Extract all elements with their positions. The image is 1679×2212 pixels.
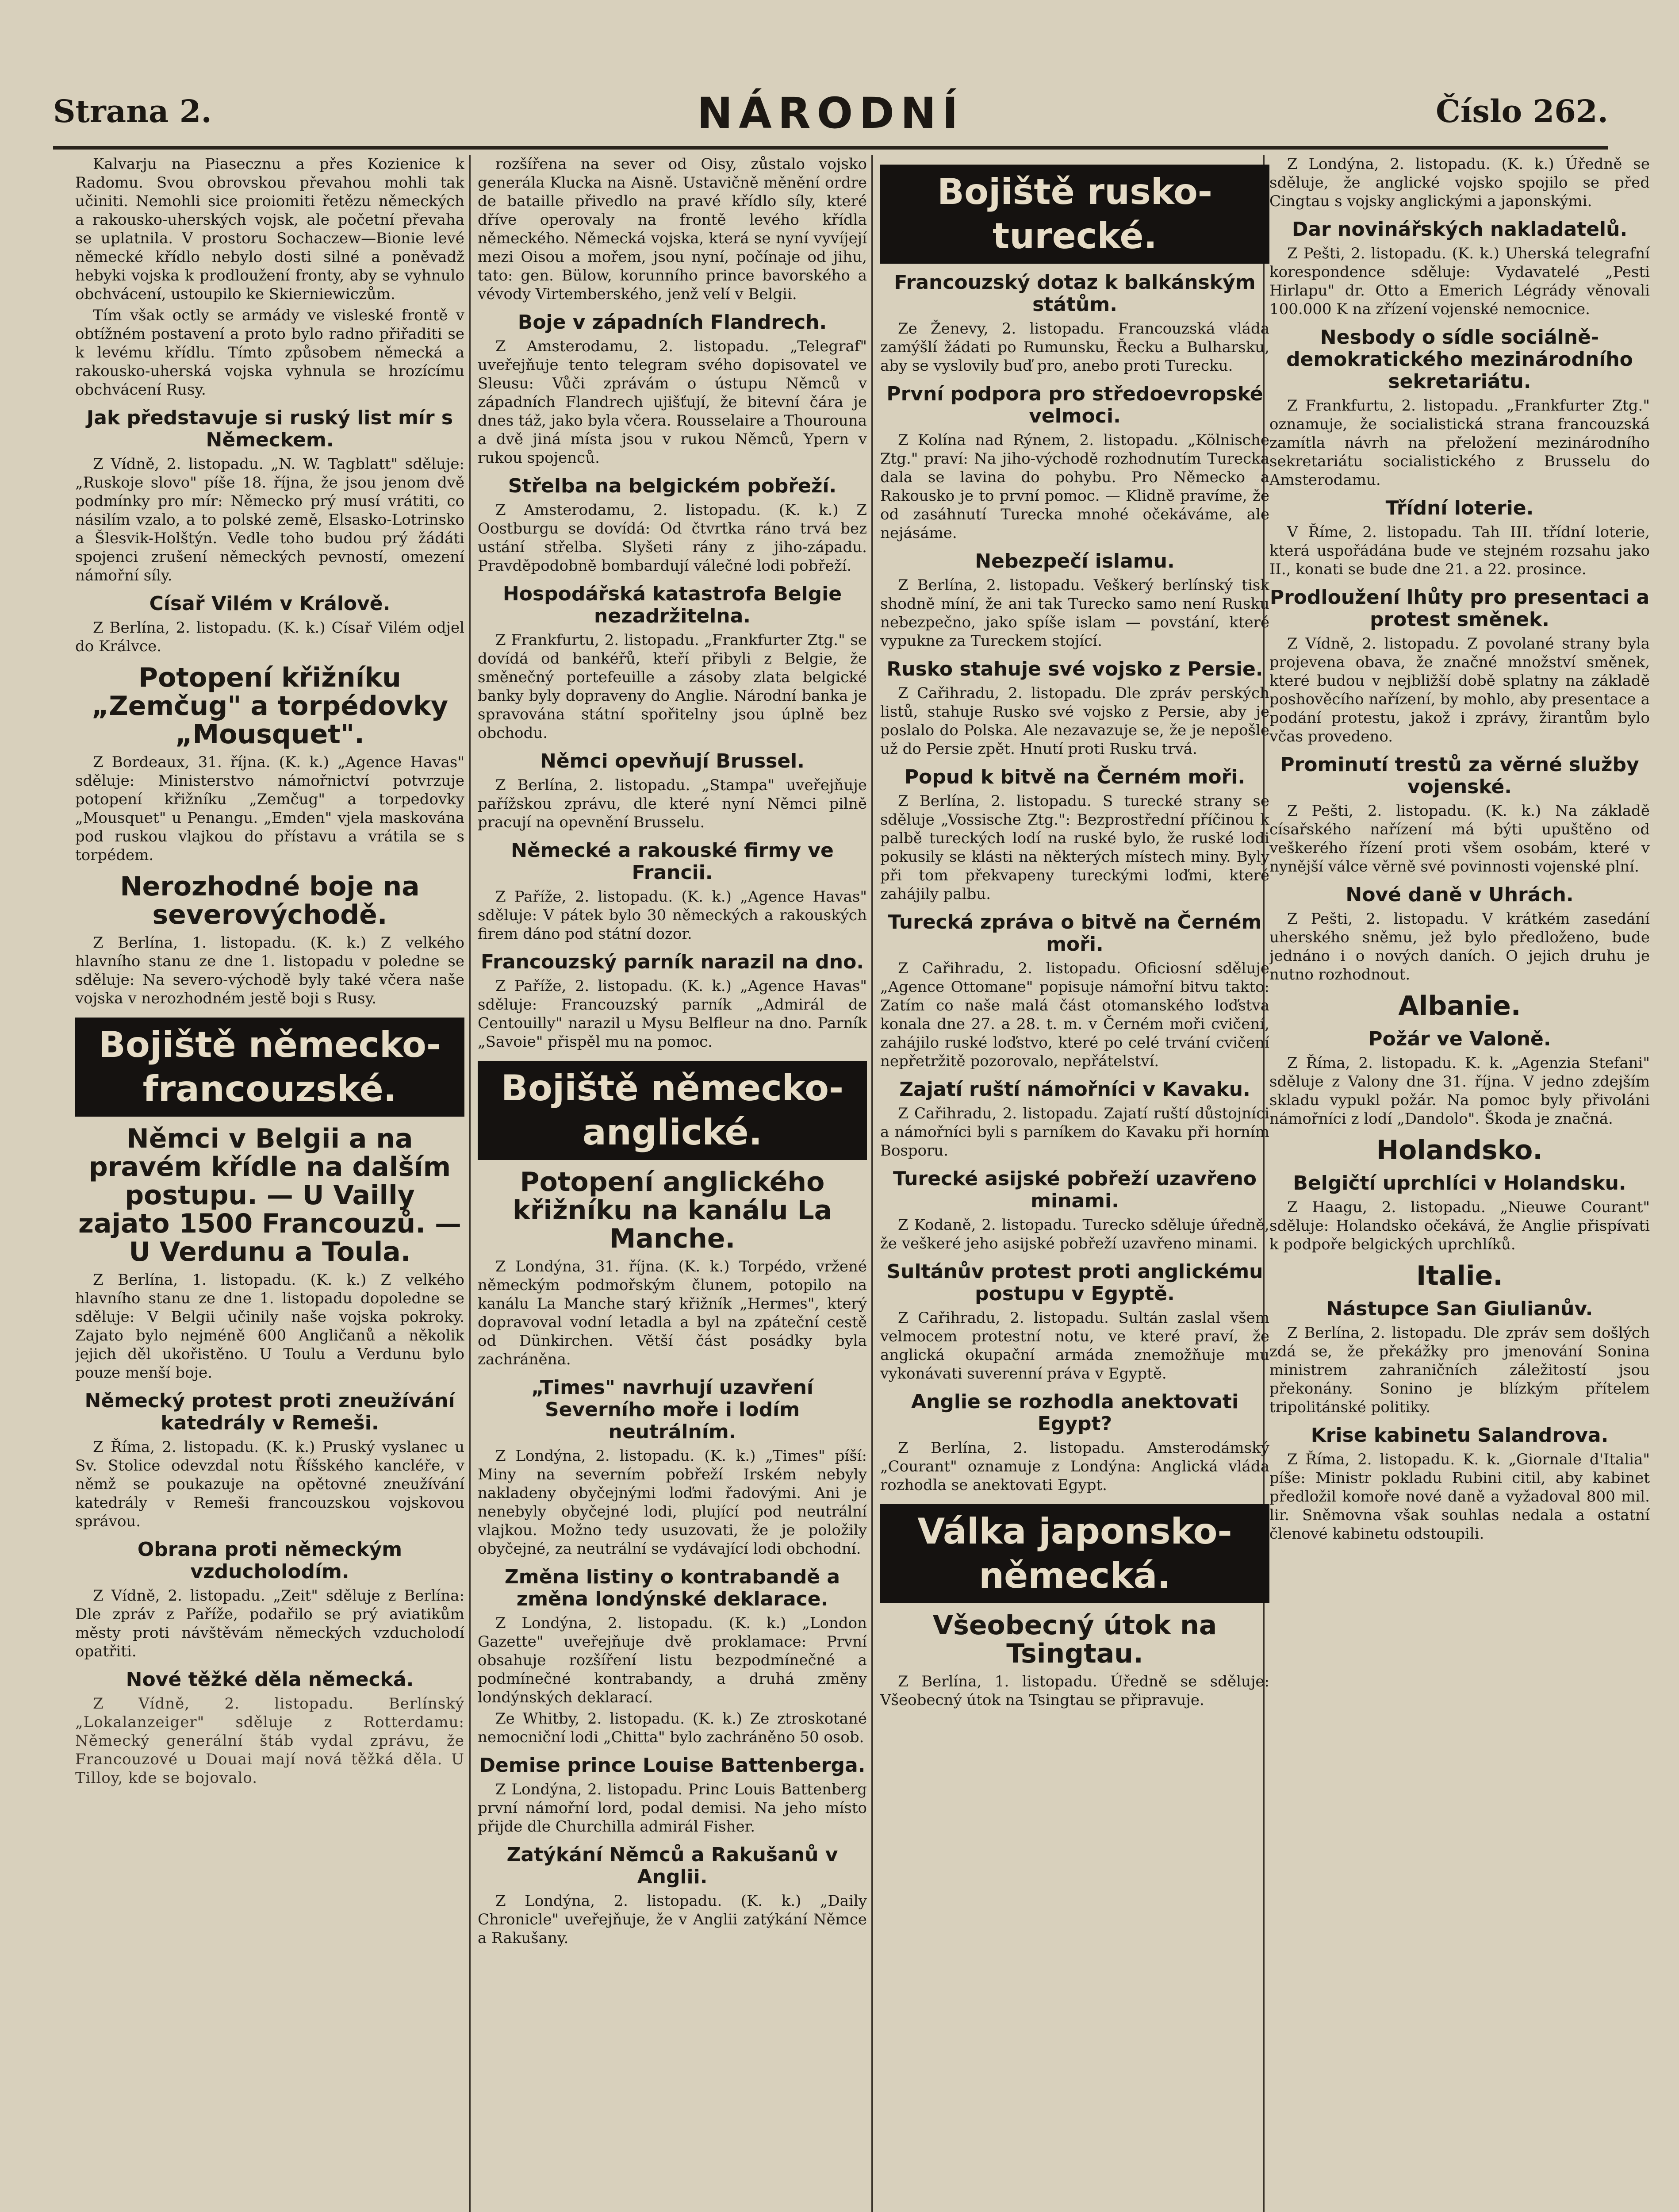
headline: Demise prince Louise Battenberga.	[479, 1754, 866, 1777]
article-text: Z Frankfurtu, 2. listopadu. „Frankfurter Ztg." se dovídá od bankéřů, kteří přibyli z Belgie, že směnečný portefeuille a zásoby zlata belgické banky byly dopraveny do Anglie. Národní banka je spravována státní spořitelny jsou úplně bez obchodu.	[478, 631, 867, 742]
article-text: Z Berlína, 2. listopadu. Veškerý berlínský tisk shodně míní, že ani tak Turecko samo není Rusku nebezpečno, jako spíše islam — povstání, které vypukne za Tureckem stojící.	[880, 576, 1269, 650]
article-text: Z Berlína, 1. listopadu. Úředně se sděluje: Všeobecný útok na Tsingtau se připravuje.	[880, 1673, 1269, 1709]
headline: Belgičtí uprchlíci v Holandsku.	[1293, 1172, 1626, 1194]
article-text: Z Berlína, 2. listopadu. (K. k.) Císař Vilém odjel do Králvce.	[75, 619, 464, 655]
article-text: Z Londýna, 2. listopadu. Princ Louis Battenberg první námořní lord, podal demisi. Na jeho místo přijde dle Churchilla admirál Fisher.	[478, 1781, 867, 1836]
headline-large: Nerozhodné boje na severovýchodě.	[120, 871, 420, 930]
headline: Boje v západních Flandrech.	[518, 311, 827, 334]
article-text: Z Říma, 2. listopadu. (K. k.) Pruský vyslanec u Sv. Stolice odevzdal notu Říšského kancléře, v němž se poukazuje na opětovné zneužívání katedrály v Remeši francouzskou vojskovou správou.	[75, 1438, 464, 1530]
headline: Hospodářská katastrofa Belgie nezadržitelna.	[502, 583, 842, 627]
article-text: Z Cařihradu, 2. listopadu. Sultán zaslal všem velmocem protestní notu, ve které praví, že anglická okupační armáda znemožňuje mu vykonávati suverenní práva v Egyptě.	[880, 1309, 1269, 1382]
headline: Požár ve Valoně.	[1368, 1028, 1551, 1050]
article-text: Z Paříže, 2. listopadu. (K. k.) „Agence Havas" sděluje: V pátek bylo 30 německých a rakouských firem dáno pod státní dozor.	[478, 888, 867, 943]
headline: Turecká zpráva o bitvě na Černém moři.	[888, 911, 1262, 956]
headline-large: Albanie.	[1398, 991, 1521, 1022]
article-text: Tím však octly se armády ve visleské frontě v obtížném postavení a proto bylo radno přiřaditi se k levému křídlu. Tímto způsobem německá a rakousko-uherská vojska vyhnula se hrozícímu obchvácení Rusy.	[75, 307, 464, 399]
headline-large: Němci v Belgii a na pravém křídle na dalším postupu. — U Vailly zajato 1500 Francouzů. — U Verdunu a Toula.	[78, 1123, 461, 1267]
article-text: Z Cařihradu, 2. listopadu. Dle zpráv perských listů, stahuje Rusko své vojsko z Persie, aby je poslalo do Polska. Ale nezavazuje se, že je nepošle už do Persie zpět. Hnutí proti Rusku trvá.	[880, 684, 1269, 758]
headline: Dar novinářských nakladatelů.	[1292, 218, 1628, 241]
article-text: rozšířena na sever od Oisy, zůstalo vojsko generála Klucka na Aisně. Ustavičně měnění ordre de bataille přivedlo na pravé křídlo síly, které dříve operovaly na frontě levého křídla německého. Německá vojska, která se nyní vyvíjejí mezi Oisou a mořem, jsou nyní, počínaje od jihu, tato: gen. Bülow, korunního prince bavorského a vévody Virtemberského, jenž velí v Belgii.	[478, 155, 867, 303]
section-banner: Bojiště německo-anglické.	[478, 1061, 867, 1160]
headline-large: Potopení anglického křižníku na kanálu La Manche.	[512, 1167, 832, 1254]
article-text: Z Paříže, 2. listopadu. (K. k.) „Agence Havas" sděluje: Francouzský parník „Admirál de Centouilly" narazil u Mysu Belfleur na dno. Parník „Savoie" přispěl mu na pomoc.	[478, 977, 867, 1051]
headline: Střelba na belgickém pobřeží.	[508, 475, 837, 497]
headline: Francouzský dotaz k balkánským státům.	[894, 271, 1256, 316]
article-text: Z Amsterodamu, 2. listopadu. (K. k.) Z Oostburgu se dovídá: Od čtvrtka ráno trvá bez ustání střelba. Slyšeti rány z jiho-západu. Pravděpodobně bombardují válečné lodi pobřeží.	[478, 501, 867, 575]
headline: Nebezpečí islamu.	[975, 550, 1175, 572]
article-text: Z Vídně, 2. listopadu. Berlínský „Lokalanzeiger" sděluje z Rotterdamu: Německý generální štáb vydal zprávu, že Francouzové u Douai mají nová těžká děla. U Tilloy, kde se bojovalo.	[75, 1695, 464, 1787]
article-text: Z Londýna, 2. listopadu. (K. k.) „Daily Chronicle" uveřejňuje, že v Anglii zatýkání Němce a Rakušany.	[478, 1892, 867, 1947]
headline: Změna listiny o kontrabandě a změna londýnské deklarace.	[504, 1566, 840, 1610]
article-text: Z Haagu, 2. listopadu. „Nieuwe Courant" sděluje: Holandsko očekává, že Anglie přispívati k podpoře belgických uprchlíků.	[1269, 1198, 1650, 1253]
page-number: Strana 2.	[53, 93, 212, 130]
headline: Anglie se rozhodla anektovati Egypt?	[911, 1390, 1239, 1435]
section-banner: Bojiště rusko-turecké.	[880, 165, 1269, 264]
article-text: Z Říma, 2. listopadu. K. k. „Agenzia Stefani" sděluje z Valony dne 31. října. V jedno zdejším skladu vypukl požár. Na pomoc byly přivoláni námořníci z lodí „Dandolo". Škoda je značná.	[1269, 1054, 1650, 1128]
headline: Francouzský parník narazil na dno.	[480, 951, 864, 973]
article-text: Z Amsterodamu, 2. listopadu. „Telegraf" uveřejňuje tento telegram svého dopisovatel ve Sleusu: Vůči zprávám o ústupu Němců v západních Flandrech ujišťují, že bitevní čára je dnes táž, jako byla včera. Rousselaire a Thourouna a dvě jiná místa jsou v rukou Němců, Ypern v rukou spojenců.	[478, 338, 867, 467]
section-banner: Bojiště německo-francouzské.	[75, 1018, 464, 1117]
article-text: Z Cařihradu, 2. listopadu. Zajatí ruští důstojníci a námořníci byli s parníkem do Kavaku při horním Bosporu.	[880, 1105, 1269, 1160]
newspaper-title: NÁRODNÍ	[697, 88, 964, 138]
article-text: Z Londýna, 2. listopadu. (K. k.) „London Gazette" uveřejňuje dvě proklamace: První obsahuje rozšíření listu bezpodmínečné a podmínečné kontrabandy, a druhá změny londýnských deklarací.	[478, 1614, 867, 1706]
headline: „Times" navrhují uzavření Severního moře i lodím neutrálním.	[531, 1376, 813, 1443]
headline-large: Italie.	[1416, 1260, 1503, 1291]
headline: Turecké asijské pobřeží uzavřeno minami.	[893, 1167, 1257, 1212]
article-text: Z Vídně, 2. listopadu. „Zeit" sděluje z Berlína: Dle zpráv z Paříže, podařilo se prý aviatikům městy proti návštěvám německých vzducholodí opatřiti.	[75, 1587, 464, 1660]
article-text: Ze Ženevy, 2. listopadu. Francouzská vláda zamýšlí žádati po Rumunsku, Řecku a Bulharsku, aby se vyslovily buď pro, anebo proti Turecku.	[880, 320, 1269, 375]
article-text: Ze Whitby, 2. listopadu. (K. k.) Ze ztroskotané nemocniční lodi „Chitta" bylo zachráněno 50 osob.	[478, 1710, 867, 1746]
headline: Krise kabinetu Salandrova.	[1311, 1424, 1609, 1447]
headline: Německé a rakouské firmy ve Francii.	[511, 839, 834, 884]
article-text: V Říme, 2. listopadu. Tah III. třídní loterie, která uspořádána bude ve stejném rozsahu jako II., konati se bude dne 21. a 22. prosince.	[1269, 523, 1650, 578]
headline: Zatýkání Němců a Rakušanů v Anglii.	[506, 1843, 838, 1888]
headline: Nové těžké děla německá.	[126, 1668, 414, 1691]
column-4	[1269, 155, 1650, 2212]
column-2	[478, 155, 867, 2212]
headline: Obrana proti německým vzducholodím.	[137, 1538, 402, 1583]
headline: Němci opevňují Brussel.	[540, 750, 805, 772]
headline: Sultánův protest proti anglickému postupu v Egyptě.	[886, 1260, 1263, 1305]
article-text: Z Pešti, 2. listopadu. (K. k.) Na základě císařského nařízení má býti upuštěno od veškerého řízení proti všem osobám, které v nynější válce věrně své povinnosti vojenské plní.	[1269, 802, 1650, 876]
headline-large: Holandsko.	[1376, 1135, 1543, 1166]
article-text: Z Frankfurtu, 2. listopadu. „Frankfurter Ztg." oznamuje, že socialistická strana francouzská zamítla návrh na přeložení mezinárodního sekretariátu socialistického z Brusselu do Amsterodamu.	[1269, 397, 1650, 489]
headline: Třídní loterie.	[1385, 497, 1534, 519]
article-text: Z Kolína nad Rýnem, 2. listopadu. „Kölnische Ztg." praví: Na jiho-východě rozhodnutím Turecka dala se lavina do pohybu. Pro Německo a Rakousko je to první pomoc. — Klidně pravíme, že od zasáhnutí Turecka mnohé očekáváme, ale nejásáme.	[880, 431, 1269, 542]
headline: Prominutí trestů za věrné služby vojenské.	[1280, 753, 1639, 798]
headline-large: Všeobecný útok na Tsingtau.	[932, 1610, 1217, 1669]
headline: Rusko stahuje své vojsko z Persie.	[886, 658, 1263, 680]
article-text: Z Londýna, 2. listopadu. (K. k.) „Times" píší: Miny na severním pobřeží Irském nebyly nakladeny obyčejnými loďmi řadovými. Ani je nenebyly obyčejné lodi, plující pod neutrální vlajkou. Možno tedy usuzovati, že je položily obyčejné, za neutrální se vydávající lodi obchodní.	[478, 1447, 867, 1558]
headline: Císař Vilém v Králově.	[149, 592, 391, 615]
article-text: Z Londýna, 31. října. (K. k.) Torpédo, vržené německým podmořským člunem, potopilo na kanálu La Manche starý křižník „Hermes", který dopravoval vodní letadla a byl na zpáteční cestě od Dünkirchen. Větší část posádky byla zachráněna.	[478, 1258, 867, 1368]
masthead	[53, 88, 1608, 150]
article-text: Z Berlína, 2. listopadu. Amsterodámský „Courant" oznamuje z Londýna: Anglická vláda rozhodla se anektovati Egypt.	[880, 1439, 1269, 1494]
column-1	[75, 155, 464, 2212]
column-rule	[469, 155, 471, 2212]
article-text: Z Pešti, 2. listopadu. V krátkém zasedání uherského sněmu, jež bylo předloženo, bude jednáno i o nových daních. O jejich druhu je nutno rozhodnout.	[1269, 910, 1650, 983]
article-text: Z Berlína, 1. listopadu. (K. k.) Z velkého hlavního stanu ze dne 1. listopadu dopoledne se sděluje: V Belgii učinily naše vojska pokroky. Zajato bylo nejméně 600 Angličanů a několik jejich děl ukořistěno. U Toulu a Verdunu bylo pouze menší boje.	[75, 1271, 464, 1382]
article-text: Z Berlína, 2. listopadu. Dle zpráv sem došlých zdá se, že překážky pro jmenování Sonina ministrem zahraničních záležitostí jsou překonány. Sonino je blízkým přítelem tripolitánské politiky.	[1269, 1324, 1650, 1416]
article-text: Kalvarju na Piasecznu a přes Kozienice k Radomu. Svou obrovskou převahou mohli tak učiniti. Nemohli sice proiomiti řetězu německých a rakousko-uherských vojsk, ale početní převaha se uplatnila. V prostoru Sochaczew—Bionie levé německé křídlo nebylo dosti silné a poněvadž hebyki vojska k prodloužení fronty, aby se vyhnulo obchvácení, ustoupilo ke Skierniewiczům.	[75, 155, 464, 303]
article-text: Z Berlína, 1. listopadu. (K. k.) Z velkého hlavního stanu ze dne 1. listopadu v poledne se sděluje: Na severo-východě byly také včera naše vojska v nerozhodném jestě boji s Rusy.	[75, 934, 464, 1007]
article-text: Z Vídně, 2. listopadu. „N. W. Tagblatt" sděluje: „Ruskoje slovo" píše 18. října, že jsou jenom dvě podmínky pro mír: Německo prý musí vrátiti, co násilím vzalo, a to polské země, Elsasko-Lotrinsko a Šlesvik-Holštýn. Vedle toho budou prý žádáti spojenci zrušení německých pevností, omezení námořní síly.	[75, 455, 464, 584]
headline: Popud k bitvě na Černém moři.	[904, 766, 1246, 788]
article-text: Z Bordeaux, 31. října. (K. k.) „Agence Havas" sděluje: Ministerstvo námořnictví potvrzuje potopení křižníku „Zemčug" a torpedovky „Mousquet" u Penangu. „Emden" vjela maskována pod ruskou vlajkou do přístavu a vrátila se s torpédem.	[75, 753, 464, 864]
column-3	[880, 155, 1269, 2212]
article-text: Z Kodaně, 2. listopadu. Turecko sděluje úředně, že veškeré jeho asijské pobřeží uzavřeno minami.	[880, 1216, 1269, 1252]
headline-large: Potopení křižníku „Zemčug" a torpédovky „Mousquet".	[91, 662, 448, 750]
article-text: Z Vídně, 2. listopadu. Z povolané strany byla projevena obava, že značné množství směnek, které budou v nejbližší době splatny na základě poshověcího nařízení, by mohlo, aby presentace a podání protestu, jakož i zprávy, žirantům bylo včas provedeno.	[1269, 635, 1650, 745]
headline: Jak představuje si ruský list mír s Německem.	[86, 407, 453, 451]
article-text: Z Berlína, 2. listopadu. „Stampa" uveřejňuje pařížskou zprávu, dle které nyní Němci pilně pracují na opevnění Brusselu.	[478, 776, 867, 831]
headline: Nástupce San Giulianův.	[1326, 1298, 1593, 1320]
article-text: Z Říma, 2. listopadu. K. k. „Giornale d'Italia" píše: Ministr pokladu Rubini citil, aby kabinet předložil komoře nové daně a vyžadoval 800 mil. lir. Sněmovna však souhlas nedala a ostatní členové kabinetu odstoupili.	[1269, 1451, 1650, 1543]
issue-number: Číslo 262.	[1436, 93, 1608, 130]
article-text: Z Londýna, 2. listopadu. (K. k.) Úředně se sděluje, že anglické vojsko spojilo se před Cingtau s vojsky anglickými a japonskými.	[1269, 155, 1650, 210]
headline: Prodloužení lhůty pro presentaci a protest směnek.	[1269, 586, 1650, 631]
article-text: Z Pešti, 2. listopadu. (K. k.) Uherská telegrafní korespondence sděluje: Vydavatelé „Pesti Hirlapu" dr. Otto a Emerich Légrády věnovali 100.000 K na zřízení vojenské nemocnice.	[1269, 245, 1650, 318]
headline: Německý protest proti zneužívání katedrály v Remeši.	[84, 1390, 455, 1434]
column-rule	[871, 155, 873, 2212]
section-banner: Válka japonsko-německá.	[880, 1504, 1269, 1603]
headline: První podpora pro středoevropské velmoci.	[886, 383, 1263, 427]
article-text: Z Cařihradu, 2. listopadu. Oficiosní sděluje „Agence Ottomane" popisuje námořní bitvu takto: Zatím co naše malá část otomanského loďstva konala dne 27. a 28. t. m. v Černém moři cvičení, zahájilo ruské loďstvo, které po celé trvání cvičení nepřetržitě pozorovalo, nepřátelství.	[880, 960, 1269, 1070]
headline: Nesbody o sídle sociálně-demokratického mezinárodního sekretariátu.	[1286, 326, 1633, 393]
headline: Nové daně v Uhrách.	[1346, 883, 1574, 906]
article-text: Z Berlína, 2. listopadu. S turecké strany se sděluje „Vossische Ztg.": Bezprostřední příčinou k palbě tureckých lodí na ruské bylo, že ruské lodi pokusily se klásti na některých místech miny. Byly při tom překvapeny tureckými loďmi, které zahájily palbu.	[880, 792, 1269, 903]
headline: Zajatí ruští námořníci v Kavaku.	[899, 1078, 1250, 1101]
